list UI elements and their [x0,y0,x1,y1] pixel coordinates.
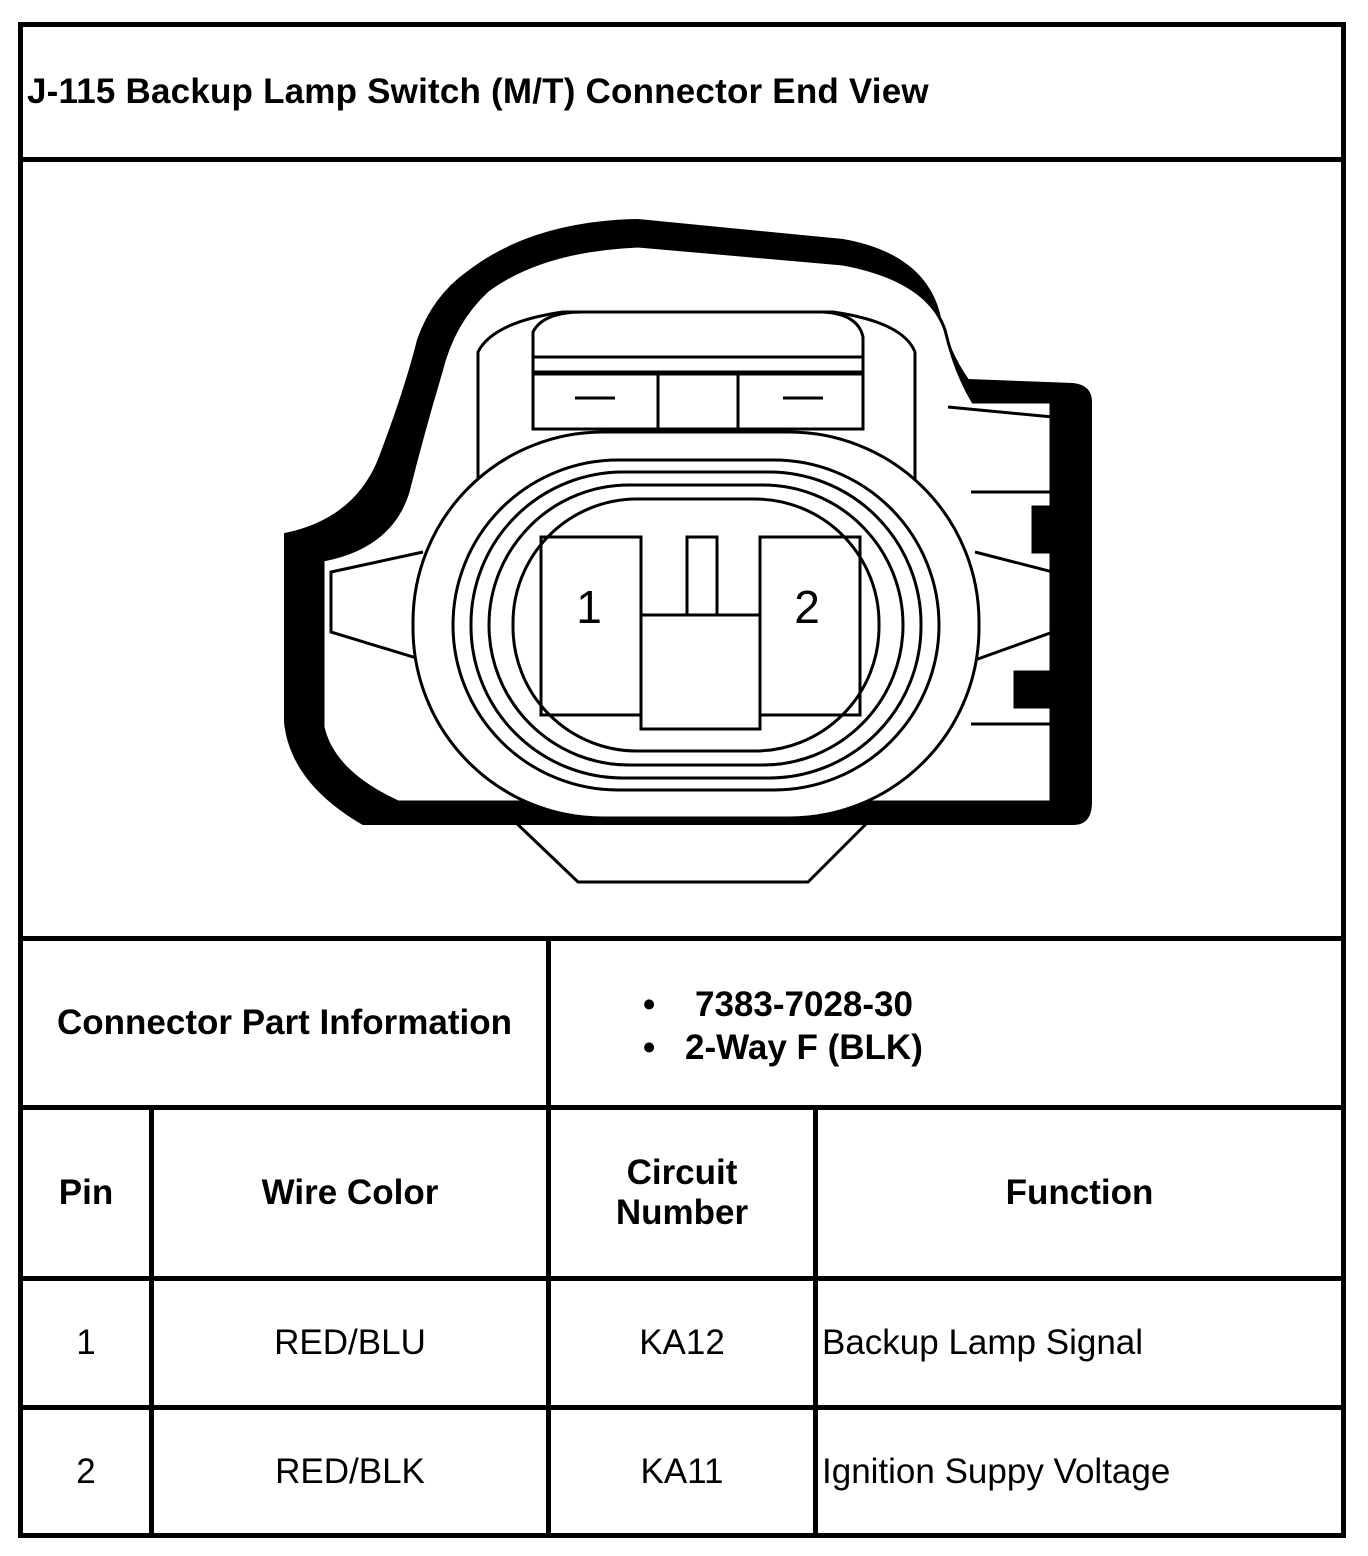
cell-pin: 1 [23,1281,154,1405]
connector-end-view [23,162,1341,941]
connector-drawing [23,162,1341,936]
cell-circuit: KA12 [551,1281,818,1405]
part-info-row [23,941,1341,1110]
cell-function: Ignition Suppy Voltage [822,1451,1171,1491]
right-notch-upper [1033,507,1051,552]
part-info-list [643,983,923,1069]
page-title: J-115 Backup Lamp Switch (M/T) Connector End View [27,72,929,111]
pin-number-1: 1 [576,581,602,633]
header-circuit-number [551,1110,818,1276]
pin-number-2: 2 [794,581,820,633]
table-header-row [23,1110,1341,1281]
bottom-latch [510,817,873,882]
part-info-label: Connector Part Information [23,941,551,1105]
part-number: • 7383-7028-30 [643,983,923,1026]
cell-pin: 2 [23,1410,154,1533]
table-row [23,1281,1341,1410]
part-info-values [551,941,1341,1105]
cell-function: Backup Lamp Signal [822,1323,1144,1362]
header-circuit-line1: Circuit [626,1153,738,1192]
part-type: • 2-Way F (BLK) [643,1026,923,1069]
header-wire-color: Wire Color [154,1110,551,1276]
right-notch-lower [1015,672,1051,707]
cell-wire-color: RED/BLK [154,1410,551,1533]
pinout-table [23,1110,1341,1533]
seal-ring-1 [413,432,979,818]
header-circuit-line2: Number [615,1193,749,1232]
header-function: Function [1005,1173,1154,1212]
connector-sheet [18,22,1346,1538]
header-pin: Pin [23,1110,154,1276]
cell-wire-color: RED/BLU [154,1281,551,1405]
cell-circuit: KA11 [551,1410,818,1533]
table-row [23,1410,1341,1533]
title-row [23,27,1341,162]
